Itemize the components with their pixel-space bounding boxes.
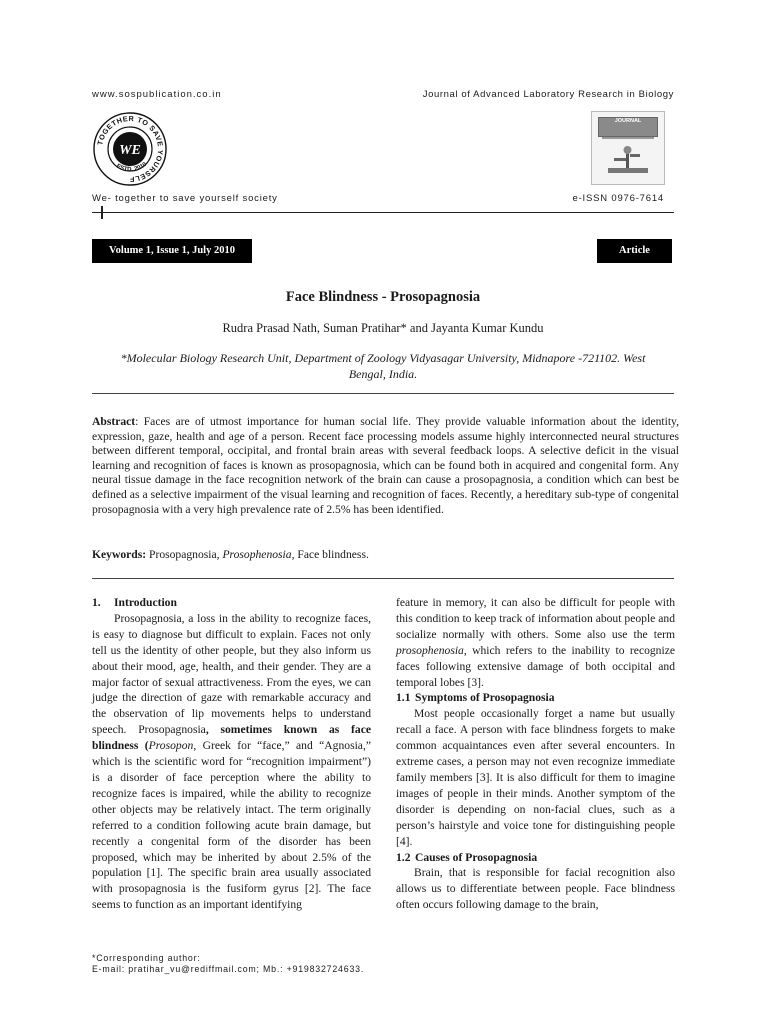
header-divider	[92, 212, 674, 213]
paper-authors: Rudra Prasad Nath, Suman Pratihar* and Jayanta Kumar Kundu	[222, 321, 544, 335]
intro-number: 1.	[92, 596, 101, 609]
journal-cover-image	[591, 111, 665, 185]
affiliation-line-1: *Molecular Biology Research Unit, Department of Zoology Vidyasagar University, Midnapore -721102. West	[120, 351, 646, 365]
intro-text-4: , Greek for “face,” and “Agnosia,” which is the scientific word for “recognition impairment”) is a disorder of face perception where the ability to recognize faces is impaired, while the ability to recognize other objects may be relatively intact. The term originally referred to a condition following acute brain damage, but recently a congenital form of the disorder has been proposed, which may be inherited by about 2.5% of the population [1]. The specific brain area usually associated with prosopagnosia is the fusiform gyrus [2]. The face seems to function as an important identifying	[92, 739, 371, 912]
intro-text-3: Prosopon	[148, 739, 194, 753]
cover-title: JOURNAL	[598, 117, 658, 137]
intro-heading	[92, 595, 371, 611]
left-column	[92, 595, 371, 913]
volume-badge: Volume 1, Issue 1, July 2010	[92, 239, 252, 263]
logo-estd-text: ESTD. 2010	[115, 161, 148, 174]
abstract-bottom-rule	[92, 578, 674, 579]
website-url[interactable]: www.sospublication.co.in	[92, 89, 222, 100]
cover-subtitle-bar	[602, 137, 654, 139]
society-name: We- together to save yourself society	[92, 193, 278, 204]
keyword-2: Prosophenosia,	[222, 548, 295, 561]
symptoms-heading-text: Symptoms of Prosopagnosia	[415, 691, 555, 705]
paper-title: Face Blindness - Prosopagnosia	[285, 289, 481, 305]
intro-paragraph	[92, 611, 371, 913]
footnote-line-2[interactable]: E-mail: pratihar_vu@rediffmail.com; Mb.: +919832724633.	[92, 964, 365, 974]
intro-heading-text: Introduction	[114, 596, 177, 609]
cover-illustration	[606, 144, 650, 176]
corresponding-author-footnote	[92, 953, 364, 975]
footnote-line-1: *Corresponding author:	[92, 953, 201, 963]
cont-text-3: , which refers to the inability to recognize faces following extensive damage of both occipital and temporal lobes [3].	[396, 643, 675, 689]
causes-number: 1.2	[396, 850, 411, 864]
abstract-text: : Faces are of utmost importance for human social life. They provide valuable information about the identity, expression, gaze, health and age of a person. Recent face processing models assume highly interconnected neural structures between different temporal, occipital, and frontal brain areas with several feedback loops. A selective deficit in the visual learning and recognition of faces is known as prosopagnosia, which can be found both in acquired and congenital form. Any neural tissue damage in the face recognition network of the brain can cause a prosopagnosia, a condition which can best be defined as a selective impairment of the visual learning and recognition of faces. Recently, a hereditary sub-type of congenital prosopagnosia with a very high prevalence rate of 2.5% has been identified.	[92, 415, 679, 516]
symptoms-number: 1.1	[396, 691, 411, 705]
right-column	[396, 595, 675, 913]
keyword-3: Face blindness.	[294, 548, 369, 561]
intro-text-1: Prosopagnosia, a loss in the ability to recognize faces, is easy to diagnose but difficult to explain. Faces not only tell us the identity of other people, but they also inform us about their mood, age, health, and their gender. They are a major factor of sexual attractiveness. From the eyes, we can judge the direction of gaze with remarkable accuracy and the observation of lip movements helps to understand speech. Prosopagnosia	[92, 611, 371, 737]
symptoms-paragraph: Most people occasionally forget a name but usually recall a face. A person with face blindness forgets to make common acquaintances even after several encounters. In extreme cases, a person may not even recognize immediate family members [3]. It is also difficult for them to imagine images of people in their minds. Another symptom of the disorder is depending on non-facial clues, such as a person’s hairstyle and voice tone for distinguishing people [4].	[396, 707, 675, 848]
logo-ring-text: TOGETHER TO SAVE YOURSELF	[95, 113, 166, 185]
intro-text-2: , sometimes known as face blindness (	[92, 723, 372, 753]
causes-heading-text: Causes of Prosopagnosia	[415, 850, 538, 864]
abstract-top-rule	[92, 393, 674, 394]
abstract	[92, 415, 679, 517]
keyword-1: Prosopagnosia,	[146, 548, 223, 561]
journal-name: Journal of Advanced Laboratory Research in Biology	[422, 89, 674, 100]
paper-affiliation	[92, 350, 674, 382]
cont-text-2: prosophenosia	[396, 643, 464, 657]
cont-text-1: feature in memory, it can also be difficult for people with this condition to keep track of information about people and socialize normally with others. Some also use the term	[396, 596, 675, 641]
header-divider-tick	[101, 206, 103, 219]
society-logo	[92, 111, 168, 187]
affiliation-line-2: Bengal, India.	[348, 367, 418, 381]
causes-paragraph: Brain, that is responsible for facial recognition also allows us to differentiate between people. Face blindness often occurs following damage to the brain,	[396, 866, 675, 912]
keywords-label: Keywords:	[92, 548, 147, 561]
symptoms-heading	[396, 690, 675, 706]
keywords	[92, 548, 679, 561]
intro-continuation	[396, 595, 675, 690]
logo-center-text: WE	[119, 143, 141, 158]
abstract-label: Abstract	[92, 415, 136, 428]
causes-heading	[396, 850, 675, 866]
issn-number: e-ISSN 0976-7614	[572, 193, 664, 204]
article-type-badge: Article	[597, 239, 672, 263]
